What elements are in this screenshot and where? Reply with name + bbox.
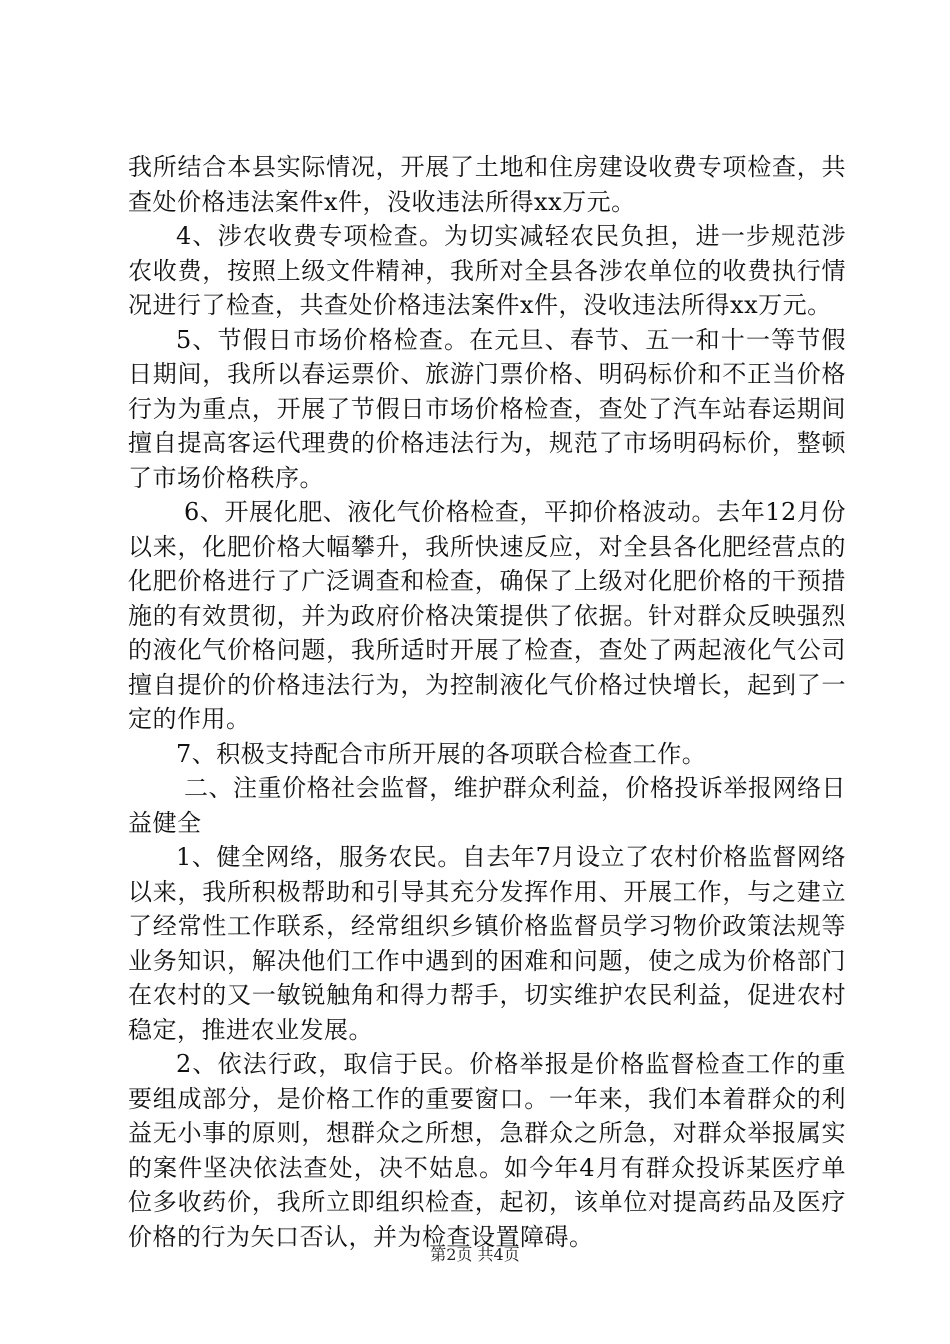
page-footer [0,1244,950,1266]
paragraph-section2-item-1: 1、健全网络，服务农民。自去年7月设立了农村价格监督网络以来，我所积极帮助和引导其充分发挥作用、开展工作，与之建立了经常性工作联系，经常组织乡镇价格监督员学习物价政策法规等业务知识，解决他们工作中遇到的困难和问题，使之成为价格部门在农村的又一敏锐触角和得力帮手，切实维护农民利益，促进农村稳定，推进农业发展。 [128,843,846,1044]
paragraph-item-6: 6、开展化肥、液化气价格检查，平抑价格波动。去年12月份以来，化肥价格大幅攀升，我所快速反应，对全县各化肥经营点的化肥价格进行了广泛调查和检查，确保了上级对化肥价格的干预措施的有效贯彻，并为政府价格决策提供了依据。针对群众反映强烈的液化气价格问题，我所适时开展了检查，查处了两起液化气公司擅自提价的价格违法行为，为控制液化气价格过快增长，起到了一定的作用。 [128,498,846,733]
section-heading-2: 二、注重价格社会监督，维护群众利益，价格投诉举报网络日益健全 [128,774,846,837]
paragraph-section2-item-2: 2、依法行政，取信于民。价格举报是价格监督检查工作的重要组成部分，是价格工作的重要窗口。一年来，我们本着群众的利益无小事的原则，想群众之所想，急群众之所急，对群众举报属实的案件坚决依法查处，决不姑息。如今年4月有群众投诉某医疗单位多收药价，我所立即组织检查，起初，该单位对提高药品及医疗价格的行为矢口否认，并为检查设置障碍。 [128,1050,846,1251]
document-body [128,150,846,1254]
paragraph-item-4: 4、涉农收费专项检查。为切实减轻农民负担，进一步规范涉农收费，按照上级文件精神，我所对全县各涉农单位的收费执行情况进行了检查，共查处价格违法案件x件，没收违法所得xx万元。 [128,222,846,319]
paragraph-continued: 我所结合本县实际情况，开展了土地和住房建设收费专项检查，共查处价格违法案件x件，没收违法所得xx万元。 [128,153,846,216]
paragraph-item-7: 7、积极支持配合市所开展的各项联合检查工作。 [176,739,707,768]
page-number: 第2页 共4页 [430,1245,520,1264]
paragraph-item-5: 5、节假日市场价格检查。在元旦、春节、五一和十一等节假日期间，我所以春运票价、旅游门票价格、明码标价和不正当价格行为为重点，开展了节假日市场价格检查，查处了汽车站春运期间擅自提高客运代理费的价格违法行为，规范了市场明码标价，整顿了市场价格秩序。 [128,325,846,492]
